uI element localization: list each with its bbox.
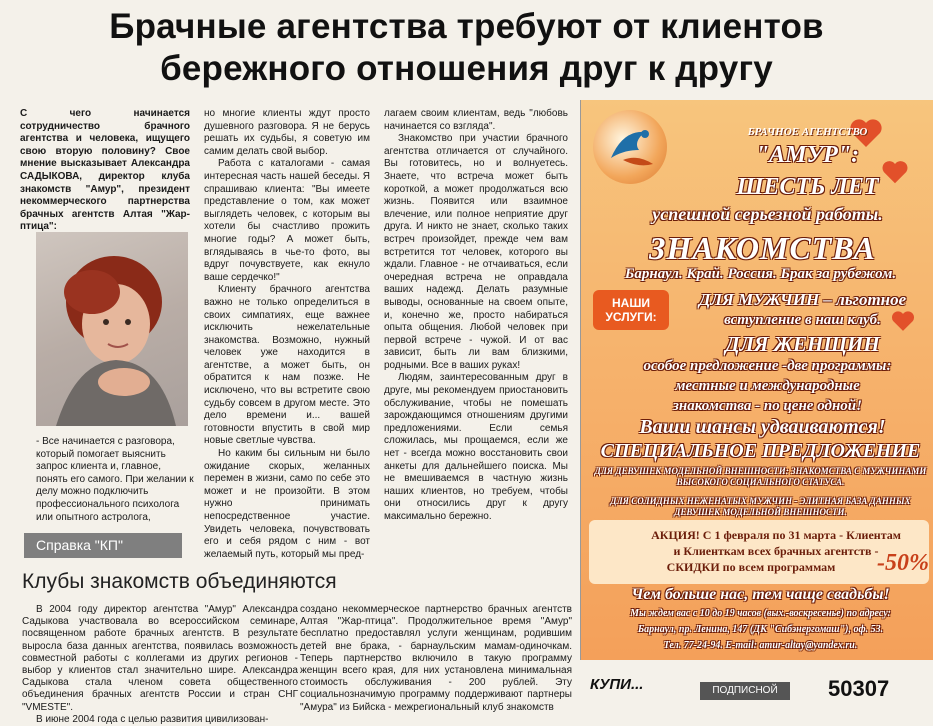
paragraph: Работа с каталогами - самая интересная часть нашей беседы. Я спрашиваю клиента: "Вы имеете представление о том, как может выглядеть человек, с которым вы хотели бы счастливо прожить многие годы? А может быть, вглядываясь в чье-то фото, вы вдруг почувствуете, как екнуло ваше сердечко!" bbox=[204, 158, 370, 283]
sidebar-label-spravka: Справка "КП" bbox=[24, 533, 182, 558]
paragraph: Клиенту брачного агентства важно не только определиться в своих симпатиях, еще важнее исключить нежелательные знакомства. Возможно, нужный человек уже находится в агентстве, а может быть, он обратится к нам позже. Не исключено, что вы встретите свою судьбу совсем в другом месте. Это дело времени и... вашей готовности впустить в свой мир новые светлые чувства. bbox=[204, 284, 370, 447]
ad-often: Чем больше нас, тем чаще свадьбы! bbox=[631, 586, 890, 603]
ad-brand-label: БРАЧНОЕ АГЕНТСТВО bbox=[747, 126, 868, 138]
ad-women: ДЛЯ ЖЕНЩИН bbox=[725, 332, 880, 356]
footer-subscription-label: ПОДПИСНОЙ bbox=[700, 682, 790, 700]
ad-hours: Мы ждем вас с 10 до 19 часов (вых.-воскресенье) по адресу: bbox=[630, 608, 891, 619]
ad-geo: Барнаул. Край. Россия. Брак за рубежом. bbox=[624, 266, 897, 282]
ad-address: Барнаул, пр. Ленина, 147 (ДК "Сибэнергомаш"), оф. 53. bbox=[637, 624, 884, 635]
ad-contacts: Тел. 77-24-94. E-mail: amur-altay@yandex.ru. bbox=[663, 640, 858, 651]
ad-promo-1: АКЦИЯ! С 1 февраля по 31 марта - Клиентам bbox=[651, 528, 901, 542]
firebird-logo-icon bbox=[593, 110, 667, 184]
paragraph: лагаем своим клиентам, ведь "любовь начинается со взгляда". bbox=[384, 108, 568, 132]
ad-promo-2: и Клиенткам всех брачных агентств - bbox=[673, 544, 879, 558]
ad-work: успешной серьезной работы. bbox=[652, 204, 883, 224]
ad-men: ДЛЯ МУЖЧИН – льготное bbox=[698, 290, 907, 309]
article-column-1 bbox=[20, 108, 190, 234]
ad-special-1: ДЛЯ ДЕВУШЕК МОДЕЛЬНОЙ ВНЕШНОСТИ: ЗНАКОМСТВА С МУЖЧИНАМИ ВЫСОКОГО СОЦИАЛЬНОГО СТАТУСА. bbox=[594, 466, 927, 487]
ad-znakomstva: ЗНАКОМСТВА bbox=[649, 230, 876, 266]
ad-chances: Ваши шансы удваиваются! bbox=[639, 416, 886, 438]
ad-promo-discount: -50% bbox=[877, 550, 929, 576]
ad-offer: особое предложение -две программы: bbox=[643, 358, 892, 374]
article-headline bbox=[0, 6, 933, 90]
ad-promo-3: СКИДКИ по всем программам bbox=[666, 560, 836, 574]
ad-special: СПЕЦИАЛЬНОЕ ПРЕДЛОЖЕНИЕ bbox=[600, 440, 921, 462]
photo-caption: - Все начинается с разговора, который помогает выяснить запрос клиента и, главное, понять его самого. При желании к делу можно подключить профессионального психолога или опытного астролога, bbox=[36, 436, 194, 523]
paragraph: Знакомство при участии брачного агентства отличается от случайного. Вы готовитесь, но и волнуетесь. Знаете, что встреча может быть короткой, а может продолжаться всю жизнь. Появится или взаимное влечение, или полное неприятие друг друга. И никто не знает, сколько таких встреч произойдет, прежде чем вам встретится тот человек, которого вы ждали. Главное - не отчаиваться, если очередная встреча не оправдала ваших надежд. Делать разумные выводы, основанные на своем опыте, и, конечно же, просто набираться опыта общения. Любой человек при первой встрече - чужой. И от вас зависит, быть ли вам близкими, родными. Все в ваших руках! bbox=[384, 133, 568, 371]
footer-kupi-logo: КУПИ... bbox=[590, 676, 644, 693]
footer-subscription-index: 50307 bbox=[828, 676, 890, 701]
ad-offer-2: местные и международные bbox=[675, 378, 860, 394]
ad-agency-name: "АМУР": bbox=[755, 142, 860, 168]
paragraph: но многие клиенты ждут просто душевного разговора. Я не берусь решать их судьбы, я советую им самим делать свой выбор. bbox=[204, 108, 370, 157]
headline-line-1: Брачные агентства требуют от клиентов bbox=[109, 7, 824, 46]
headline-line-2: бережного отношения друг к другу bbox=[160, 49, 773, 88]
ad-offer-3: знакомства - по цене одной! bbox=[673, 398, 862, 414]
article-column-3 bbox=[384, 108, 568, 524]
article-column-2 bbox=[204, 108, 370, 561]
lead-paragraph: С чего начинается сотрудничество брачного агентства и человека, ищущего свою вторую половину? Свое мнение высказывает Александра САДЫКОВА, директор клуба знакомств "Амур", президент некоммерческого партнерства брачных агентств Алтая "Жар-птица": bbox=[20, 108, 190, 233]
ad-services-badge: НАШИ УСЛУГИ: bbox=[593, 290, 669, 330]
paragraph: Но каким бы сильным ни было ожидание скорых, желанных перемен в жизни, само по себе это может и не произойти. В этом нужно принимать непосредственное участие. Увидеть человека, почувствовать его и себя рядом с ним - вот желаемый путь, который мы пред- bbox=[204, 448, 370, 560]
paragraph: Людям, заинтересованным друг в друге, мы рекомендуем приостановить обслуживание, чтобы не помешать зарождающимся отношениям другими предложениями. Если семья сложилась, мы прощаемся, если же нет - всегда можно восстановить свои анкеты для дальнейшего поиска. Мы не вмешиваемся в частную жизнь наших клиентов, но требуем, чтобы они относились друг к другу максимально бережно. bbox=[384, 372, 568, 522]
ad-men-2: вступление в наш клуб. bbox=[724, 312, 881, 328]
bottom-column-1 bbox=[22, 604, 298, 726]
paragraph: В 2004 году директор агентства "Амур" Александра Садыкова участвовала во всероссийском семинаре, посвященном работе брачных агентств. В результате выросла база данных агентства, появилась возможность совместной работы с коллегами из других регионов - выбор у клиентов стал значительно шире. Александра Садыкова стала членом совета общественного объединения брачных агентств России и стран СНГ "VMESTE". bbox=[22, 604, 298, 713]
bottom-column-2 bbox=[300, 604, 572, 714]
ad-years: ШЕСТЬ ЛЕТ bbox=[736, 174, 879, 200]
paragraph: создано некоммерческое партнерство брачных агентств Алтая "Жар-птица". Продолжительное время "Амур" бесплатно предоставлял услуги женщинам, родившим детей вне брака, - барнаульским мамам-одиночкам. Теперь партнерство включило в такую программу женщин всего края, для них установлена минимальная стоимость обслуживания - 200 рублей. Эту социальнозначимую программу поддерживают партнеры "Амура" из Бийска - межрегиональный клуб знакомств bbox=[300, 604, 572, 713]
paragraph: В июне 2004 года с целью развития цивилизован- bbox=[36, 713, 269, 725]
amur-advertisement bbox=[580, 100, 933, 660]
ad-special-2: ДЛЯ СОЛИДНЫХ НЕЖЕНАТЫХ МУЖЧИН - ЭЛИТНАЯ БАЗА ДАННЫХ ДЕВУШЕК МОДЕЛЬНОЙ ВНЕШНОСТИ. bbox=[610, 496, 911, 517]
portrait-photo bbox=[36, 232, 188, 426]
portrait-illustration bbox=[36, 232, 188, 426]
section-subhead: Клубы знакомств объединяются bbox=[22, 570, 337, 593]
